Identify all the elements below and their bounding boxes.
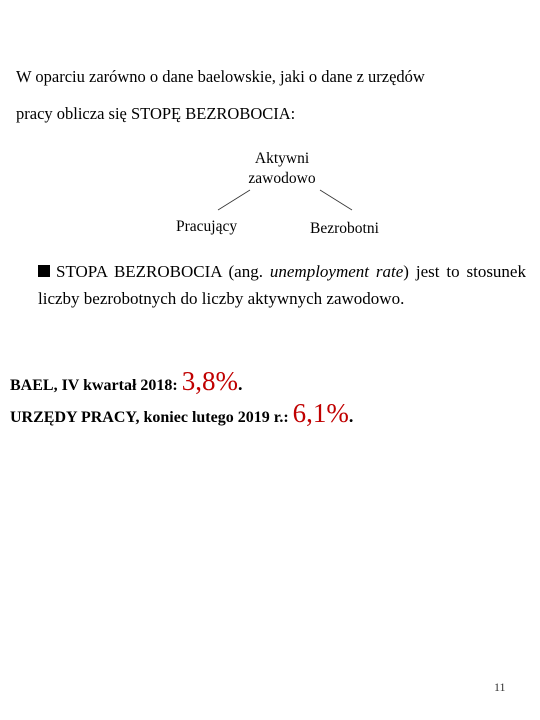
tree-connectors (0, 0, 540, 240)
stat-row-urzedy-pracy (10, 398, 353, 429)
stat-label: URZĘDY PRACY, koniec lutego 2019 r.: (10, 409, 289, 426)
tree-connector-left (218, 190, 250, 210)
stat-value: 3,8% (181, 366, 238, 396)
tree-root-line-1: Aktywni (254, 150, 310, 167)
tree-node-pracujacy: Pracujący (176, 218, 238, 235)
square-bullet-icon (38, 265, 50, 277)
stat-suffix: . (237, 374, 243, 394)
stat-label: BAEL, IV kwartał 2018: (10, 377, 178, 394)
intro-line-2: pracy oblicza się STOPĘ BEZROBOCIA: (16, 104, 296, 123)
definition-prefix: STOPA BEZROBOCIA (ang. (56, 262, 270, 281)
definition-english-term: unemployment rate (269, 262, 404, 281)
definition-paragraph (38, 258, 526, 312)
tree-node-bezrobotni: Bezrobotni (310, 220, 379, 237)
stat-value: 6,1% (292, 398, 349, 428)
tree-root-line-2: zawodowo (248, 170, 316, 187)
intro-line-1: W oparciu zarówno o dane baelowskie, jaki o dane z urzędów (16, 67, 425, 86)
definition-rest: ) jest to stosunek liczby bezrobotnych do liczby aktywnych zawodowo. (38, 262, 526, 308)
stat-suffix: . (348, 406, 354, 426)
stat-row-bael (10, 366, 242, 397)
page-number: 11 (494, 680, 506, 694)
tree-connector-right (320, 190, 352, 210)
